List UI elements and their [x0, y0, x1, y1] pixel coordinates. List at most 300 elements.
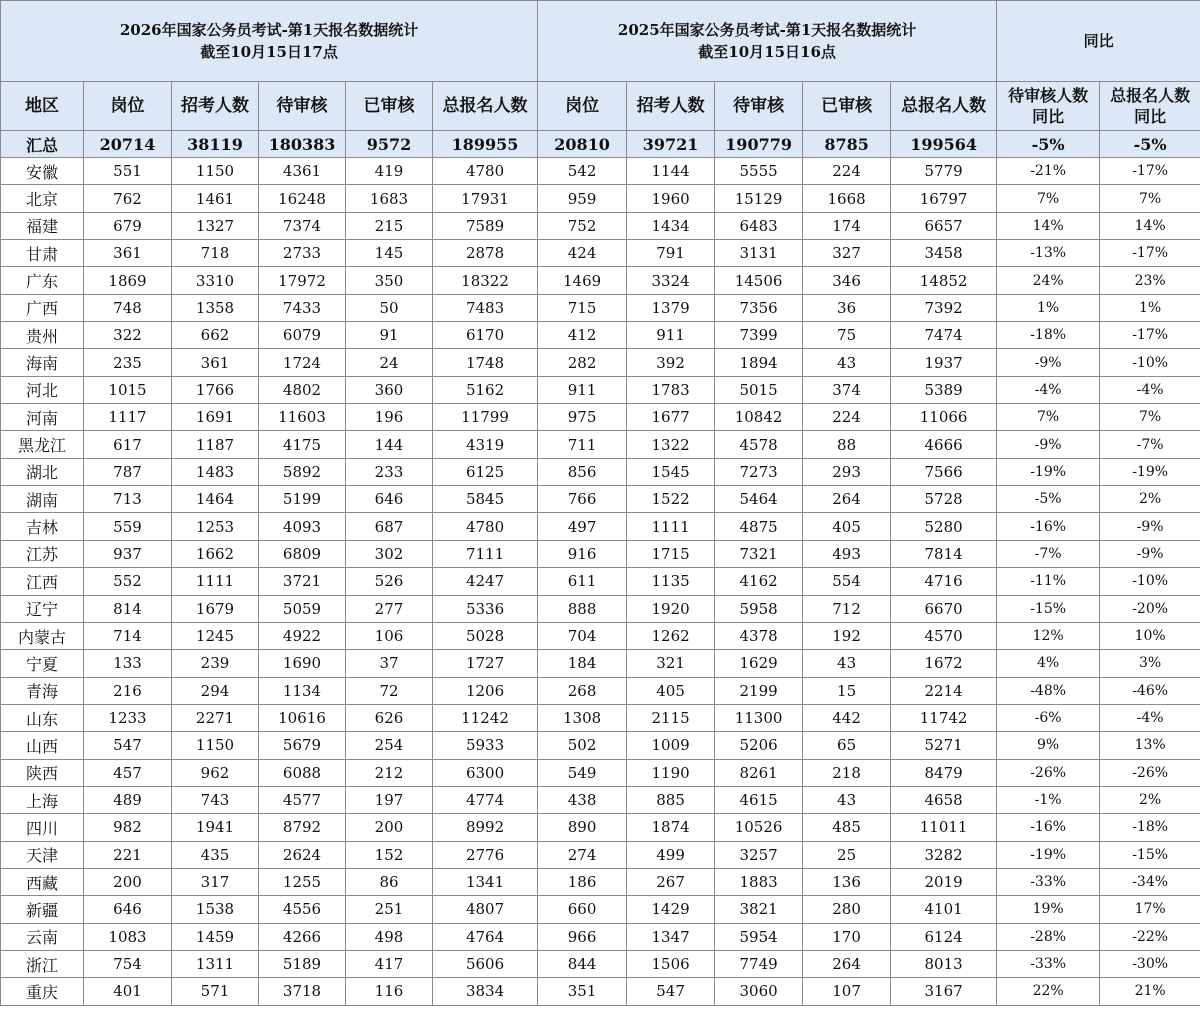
value-cell: 4266 — [259, 923, 346, 950]
col-header-yoy-pending — [997, 82, 1100, 131]
value-cell: 212 — [346, 759, 433, 786]
yoy-cell: -16% — [997, 814, 1100, 841]
value-cell: 5464 — [715, 486, 803, 513]
summary-cell: 39721 — [627, 131, 715, 158]
value-cell: 5199 — [259, 486, 346, 513]
value-cell: 552 — [84, 568, 172, 595]
value-cell: 2115 — [627, 704, 715, 731]
value-cell: 646 — [346, 486, 433, 513]
value-cell: 10616 — [259, 704, 346, 731]
value-cell: 1341 — [433, 868, 538, 895]
value-cell: 5280 — [891, 513, 997, 540]
yoy-cell: -4% — [997, 376, 1100, 403]
value-cell: 4570 — [891, 622, 997, 649]
yoy-cell: -46% — [1100, 677, 1200, 704]
value-cell: 856 — [538, 458, 627, 485]
value-cell: 1724 — [259, 349, 346, 376]
value-cell: 7566 — [891, 458, 997, 485]
yoy-cell: -18% — [997, 322, 1100, 349]
value-cell: 1766 — [172, 376, 259, 403]
value-cell: 6170 — [433, 322, 538, 349]
value-cell: 7111 — [433, 540, 538, 567]
table-row — [1, 732, 1200, 759]
value-cell: 11300 — [715, 704, 803, 731]
summary-cell: 汇总 — [1, 131, 84, 158]
value-cell: 321 — [627, 650, 715, 677]
value-cell: 748 — [84, 294, 172, 321]
value-cell: 497 — [538, 513, 627, 540]
value-cell: 86 — [346, 868, 433, 895]
value-cell: 280 — [803, 896, 891, 923]
table-row — [1, 486, 1200, 513]
yoy-cell: -34% — [1100, 868, 1200, 895]
value-cell: 1111 — [172, 568, 259, 595]
value-cell: 3167 — [891, 978, 997, 1005]
table-row — [1, 923, 1200, 950]
summary-cell: -5% — [997, 131, 1100, 158]
yoy-cell: 22% — [997, 978, 1100, 1005]
value-cell: 133 — [84, 650, 172, 677]
region-cell: 广西 — [1, 294, 84, 321]
value-cell: 1187 — [172, 431, 259, 458]
value-cell: 1783 — [627, 376, 715, 403]
value-cell: 351 — [538, 978, 627, 1005]
value-cell: 43 — [803, 786, 891, 813]
col-header-recruits-2025: 招考人数 — [627, 82, 715, 131]
value-cell: 2776 — [433, 841, 538, 868]
value-cell: 419 — [346, 158, 433, 185]
value-cell: 218 — [803, 759, 891, 786]
value-cell: 221 — [84, 841, 172, 868]
value-cell: 1150 — [172, 732, 259, 759]
value-cell: 361 — [172, 349, 259, 376]
yoy-cell: -19% — [1100, 458, 1200, 485]
value-cell: 8479 — [891, 759, 997, 786]
value-cell: 438 — [538, 786, 627, 813]
value-cell: 4807 — [433, 896, 538, 923]
value-cell: 5933 — [433, 732, 538, 759]
yoy-cell: -33% — [997, 950, 1100, 977]
value-cell: 1937 — [891, 349, 997, 376]
value-cell: 17972 — [259, 267, 346, 294]
region-cell: 浙江 — [1, 950, 84, 977]
yoy-cell: -30% — [1100, 950, 1200, 977]
col-header-yoy-pending-line2: 同比 — [1032, 107, 1065, 126]
value-cell: 152 — [346, 841, 433, 868]
value-cell: 571 — [172, 978, 259, 1005]
value-cell: 327 — [803, 240, 891, 267]
yoy-cell: -1% — [997, 786, 1100, 813]
value-cell: 3721 — [259, 568, 346, 595]
value-cell: 660 — [538, 896, 627, 923]
value-cell: 1715 — [627, 540, 715, 567]
yoy-cell: -33% — [997, 868, 1100, 895]
value-cell: 251 — [346, 896, 433, 923]
region-cell: 河南 — [1, 404, 84, 431]
value-cell: 1111 — [627, 513, 715, 540]
yoy-cell: 7% — [997, 185, 1100, 212]
value-cell: 1461 — [172, 185, 259, 212]
yoy-cell: 24% — [997, 267, 1100, 294]
yoy-cell: -18% — [1100, 814, 1200, 841]
value-cell: 787 — [84, 458, 172, 485]
yoy-cell: -6% — [997, 704, 1100, 731]
yoy-cell: 7% — [1100, 185, 1200, 212]
title-row — [1, 1, 1200, 82]
value-cell: 715 — [538, 294, 627, 321]
table-row — [1, 814, 1200, 841]
value-cell: 4666 — [891, 431, 997, 458]
value-cell: 1190 — [627, 759, 715, 786]
value-cell: 1469 — [538, 267, 627, 294]
value-cell: 11742 — [891, 704, 997, 731]
value-cell: 911 — [627, 322, 715, 349]
col-header-total-2025: 总报名人数 — [891, 82, 997, 131]
value-cell: 4378 — [715, 622, 803, 649]
value-cell: 5728 — [891, 486, 997, 513]
value-cell: 844 — [538, 950, 627, 977]
yoy-cell: -7% — [997, 540, 1100, 567]
yoy-cell: -7% — [1100, 431, 1200, 458]
value-cell: 1347 — [627, 923, 715, 950]
value-cell: 3834 — [433, 978, 538, 1005]
value-cell: 499 — [627, 841, 715, 868]
value-cell: 1894 — [715, 349, 803, 376]
table-body — [1, 131, 1200, 1006]
yoy-cell: -10% — [1100, 349, 1200, 376]
value-cell: 1322 — [627, 431, 715, 458]
value-cell: 8261 — [715, 759, 803, 786]
value-cell: 7433 — [259, 294, 346, 321]
value-cell: 5555 — [715, 158, 803, 185]
value-cell: 293 — [803, 458, 891, 485]
table-row — [1, 240, 1200, 267]
value-cell: 7814 — [891, 540, 997, 567]
region-cell: 重庆 — [1, 978, 84, 1005]
value-cell: 424 — [538, 240, 627, 267]
value-cell: 8013 — [891, 950, 997, 977]
value-cell: 442 — [803, 704, 891, 731]
col-header-pending-2026: 待审核 — [259, 82, 346, 131]
value-cell: 4175 — [259, 431, 346, 458]
region-cell: 云南 — [1, 923, 84, 950]
value-cell: 11603 — [259, 404, 346, 431]
value-cell: 718 — [172, 240, 259, 267]
value-cell: 8992 — [433, 814, 538, 841]
table-row — [1, 212, 1200, 239]
value-cell: 1262 — [627, 622, 715, 649]
value-cell: 1677 — [627, 404, 715, 431]
value-cell: 4578 — [715, 431, 803, 458]
table-row — [1, 322, 1200, 349]
value-cell: 317 — [172, 868, 259, 895]
value-cell: 1874 — [627, 814, 715, 841]
yoy-cell: -21% — [997, 158, 1100, 185]
value-cell: 1960 — [627, 185, 715, 212]
value-cell: 5206 — [715, 732, 803, 759]
yoy-cell: -20% — [1100, 595, 1200, 622]
value-cell: 1144 — [627, 158, 715, 185]
value-cell: 1545 — [627, 458, 715, 485]
value-cell: 6088 — [259, 759, 346, 786]
value-cell: 962 — [172, 759, 259, 786]
yoy-cell: -9% — [997, 349, 1100, 376]
value-cell: 5954 — [715, 923, 803, 950]
value-cell: 1691 — [172, 404, 259, 431]
value-cell: 350 — [346, 267, 433, 294]
value-cell: 7374 — [259, 212, 346, 239]
value-cell: 239 — [172, 650, 259, 677]
value-cell: 435 — [172, 841, 259, 868]
value-cell: 2878 — [433, 240, 538, 267]
value-cell: 4922 — [259, 622, 346, 649]
value-cell: 752 — [538, 212, 627, 239]
value-cell: 401 — [84, 978, 172, 1005]
value-cell: 17931 — [433, 185, 538, 212]
value-cell: 14506 — [715, 267, 803, 294]
table-row — [1, 185, 1200, 212]
col-header-pending-2025: 待审核 — [715, 82, 803, 131]
value-cell: 4093 — [259, 513, 346, 540]
yoy-cell: -13% — [997, 240, 1100, 267]
yoy-cell: -9% — [1100, 540, 1200, 567]
value-cell: 4802 — [259, 376, 346, 403]
yoy-cell: 10% — [1100, 622, 1200, 649]
value-cell: 975 — [538, 404, 627, 431]
value-cell: 2214 — [891, 677, 997, 704]
yoy-cell: -17% — [1100, 322, 1200, 349]
table-row — [1, 540, 1200, 567]
yoy-cell: 17% — [1100, 896, 1200, 923]
value-cell: 4615 — [715, 786, 803, 813]
region-cell: 贵州 — [1, 322, 84, 349]
col-header-recruits-2026: 招考人数 — [172, 82, 259, 131]
value-cell: 7474 — [891, 322, 997, 349]
value-cell: 10526 — [715, 814, 803, 841]
value-cell: 1522 — [627, 486, 715, 513]
value-cell: 5779 — [891, 158, 997, 185]
yoy-cell: 12% — [997, 622, 1100, 649]
region-cell: 内蒙古 — [1, 622, 84, 649]
title-2026-main: 2026年国家公务员考试-第1天报名数据统计 — [119, 21, 419, 39]
col-header-approved-2025: 已审核 — [803, 82, 891, 131]
value-cell: 7589 — [433, 212, 538, 239]
value-cell: 224 — [803, 404, 891, 431]
value-cell: 916 — [538, 540, 627, 567]
yoy-cell: -48% — [997, 677, 1100, 704]
value-cell: 743 — [172, 786, 259, 813]
value-cell: 18322 — [433, 267, 538, 294]
value-cell: 4577 — [259, 786, 346, 813]
region-cell: 吉林 — [1, 513, 84, 540]
value-cell: 551 — [84, 158, 172, 185]
value-cell: 5958 — [715, 595, 803, 622]
value-cell: 1920 — [627, 595, 715, 622]
value-cell: 11066 — [891, 404, 997, 431]
value-cell: 346 — [803, 267, 891, 294]
value-cell: 1083 — [84, 923, 172, 950]
value-cell: 547 — [84, 732, 172, 759]
value-cell: 1483 — [172, 458, 259, 485]
value-cell: 374 — [803, 376, 891, 403]
value-cell: 626 — [346, 704, 433, 731]
value-cell: 547 — [627, 978, 715, 1005]
value-cell: 3458 — [891, 240, 997, 267]
table-row — [1, 650, 1200, 677]
value-cell: 1255 — [259, 868, 346, 895]
value-cell: 1379 — [627, 294, 715, 321]
value-cell: 617 — [84, 431, 172, 458]
table-row — [1, 458, 1200, 485]
value-cell: 302 — [346, 540, 433, 567]
value-cell: 457 — [84, 759, 172, 786]
value-cell: 11242 — [433, 704, 538, 731]
value-cell: 3310 — [172, 267, 259, 294]
value-cell: 502 — [538, 732, 627, 759]
value-cell: 1150 — [172, 158, 259, 185]
yoy-cell: 7% — [997, 404, 1100, 431]
value-cell: 235 — [84, 349, 172, 376]
value-cell: 10842 — [715, 404, 803, 431]
value-cell: 1869 — [84, 267, 172, 294]
value-cell: 274 — [538, 841, 627, 868]
title-2026 — [1, 1, 538, 82]
value-cell: 704 — [538, 622, 627, 649]
value-cell: 5679 — [259, 732, 346, 759]
value-cell: 184 — [538, 650, 627, 677]
value-cell: 7321 — [715, 540, 803, 567]
value-cell: 4101 — [891, 896, 997, 923]
value-cell: 4658 — [891, 786, 997, 813]
value-cell: 489 — [84, 786, 172, 813]
value-cell: 50 — [346, 294, 433, 321]
region-cell: 江苏 — [1, 540, 84, 567]
value-cell: 36 — [803, 294, 891, 321]
value-cell: 1538 — [172, 896, 259, 923]
value-cell: 3821 — [715, 896, 803, 923]
value-cell: 1134 — [259, 677, 346, 704]
value-cell: 1459 — [172, 923, 259, 950]
value-cell: 549 — [538, 759, 627, 786]
value-cell: 559 — [84, 513, 172, 540]
title-yoy — [997, 1, 1200, 82]
value-cell: 1748 — [433, 349, 538, 376]
yoy-cell: 23% — [1100, 267, 1200, 294]
value-cell: 2199 — [715, 677, 803, 704]
yoy-cell: -10% — [1100, 568, 1200, 595]
summary-cell: 9572 — [346, 131, 433, 158]
region-cell: 河北 — [1, 376, 84, 403]
col-header-yoy-total-line1: 总报名人数 — [1110, 86, 1191, 105]
region-cell: 青海 — [1, 677, 84, 704]
value-cell: 5845 — [433, 486, 538, 513]
value-cell: 888 — [538, 595, 627, 622]
region-cell: 湖北 — [1, 458, 84, 485]
yoy-cell: -4% — [1100, 704, 1200, 731]
table-row — [1, 677, 1200, 704]
col-header-total-2026: 总报名人数 — [433, 82, 538, 131]
value-cell: 711 — [538, 431, 627, 458]
yoy-cell: -5% — [997, 486, 1100, 513]
value-cell: 5162 — [433, 376, 538, 403]
yoy-cell: -26% — [997, 759, 1100, 786]
value-cell: 762 — [84, 185, 172, 212]
value-cell: 493 — [803, 540, 891, 567]
yoy-cell: 21% — [1100, 978, 1200, 1005]
value-cell: 1308 — [538, 704, 627, 731]
value-cell: 3324 — [627, 267, 715, 294]
value-cell: 4162 — [715, 568, 803, 595]
value-cell: 15 — [803, 677, 891, 704]
value-cell: 2019 — [891, 868, 997, 895]
table-row — [1, 978, 1200, 1005]
value-cell: 6809 — [259, 540, 346, 567]
value-cell: 5189 — [259, 950, 346, 977]
title-2025-main: 2025年国家公务员考试-第1天报名数据统计 — [617, 21, 917, 39]
yoy-cell: 4% — [997, 650, 1100, 677]
value-cell: 294 — [172, 677, 259, 704]
yoy-cell: 7% — [1100, 404, 1200, 431]
table-row — [1, 158, 1200, 185]
value-cell: 25 — [803, 841, 891, 868]
value-cell: 91 — [346, 322, 433, 349]
table-row — [1, 896, 1200, 923]
value-cell: 200 — [84, 868, 172, 895]
value-cell: 1327 — [172, 212, 259, 239]
value-cell: 216 — [84, 677, 172, 704]
table-row — [1, 841, 1200, 868]
value-cell: 4716 — [891, 568, 997, 595]
title-yoy-label: 同比 — [1083, 32, 1114, 50]
region-cell: 陕西 — [1, 759, 84, 786]
yoy-cell: -22% — [1100, 923, 1200, 950]
value-cell: 2733 — [259, 240, 346, 267]
value-cell: 4556 — [259, 896, 346, 923]
value-cell: 7483 — [433, 294, 538, 321]
value-cell: 264 — [803, 950, 891, 977]
region-cell: 山东 — [1, 704, 84, 731]
value-cell: 14852 — [891, 267, 997, 294]
yoy-cell: -19% — [997, 458, 1100, 485]
region-cell: 广东 — [1, 267, 84, 294]
value-cell: 6657 — [891, 212, 997, 239]
value-cell: 791 — [627, 240, 715, 267]
yoy-cell: -28% — [997, 923, 1100, 950]
yoy-cell: 19% — [997, 896, 1100, 923]
table-row — [1, 868, 1200, 895]
value-cell: 542 — [538, 158, 627, 185]
yoy-cell: 2% — [1100, 786, 1200, 813]
value-cell: 687 — [346, 513, 433, 540]
value-cell: 1464 — [172, 486, 259, 513]
yoy-cell: -15% — [1100, 841, 1200, 868]
value-cell: 43 — [803, 349, 891, 376]
table-row — [1, 704, 1200, 731]
value-cell: 254 — [346, 732, 433, 759]
yoy-cell: 2% — [1100, 486, 1200, 513]
yoy-cell: 14% — [997, 212, 1100, 239]
yoy-cell: 9% — [997, 732, 1100, 759]
region-cell: 北京 — [1, 185, 84, 212]
value-cell: 1135 — [627, 568, 715, 595]
value-cell: 1683 — [346, 185, 433, 212]
value-cell: 6670 — [891, 595, 997, 622]
value-cell: 361 — [84, 240, 172, 267]
value-cell: 5015 — [715, 376, 803, 403]
yoy-cell: -9% — [997, 431, 1100, 458]
value-cell: 417 — [346, 950, 433, 977]
region-cell: 湖南 — [1, 486, 84, 513]
